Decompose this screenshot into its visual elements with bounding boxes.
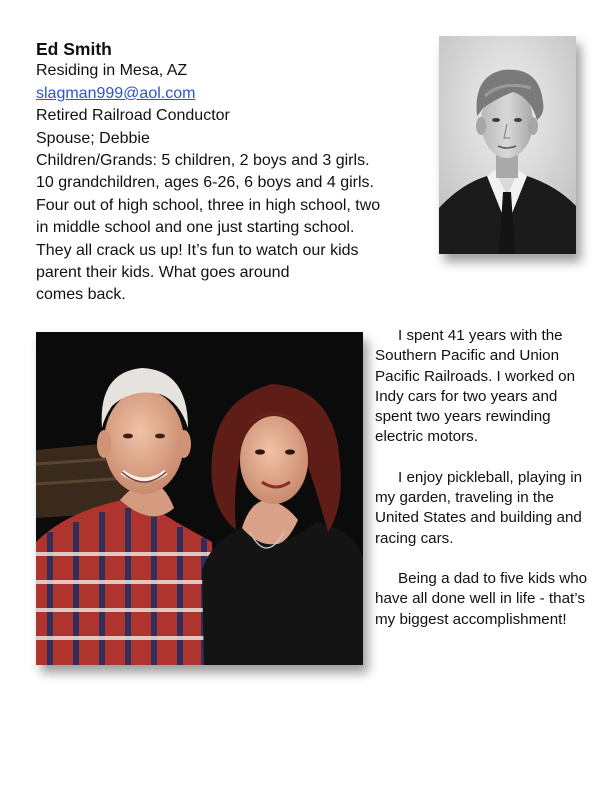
family-line: Four out of high school, three in high school, two [36, 196, 381, 214]
email-link[interactable]: slagman999@aol.com [36, 84, 196, 102]
profile-occupation: Retired Railroad Conductor [36, 107, 230, 125]
yearbook-photo [439, 36, 576, 254]
yearbook-portrait-graphic [439, 36, 576, 254]
biography-paragraph: I enjoy pickleball, playing in my garden, traveling in the United States and building and racing cars. [375, 468, 583, 547]
biography-paragraph: I spent 41 years with the Southern Pacific and Union Pacific Railroads. I worked on Indy cars for two years and spent two years rewinding electric motors. [375, 327, 576, 446]
biography-paragraph: Being a dad to five kids who have all done well in life - that’s my biggest accomplishment! [375, 569, 588, 628]
profile-header [36, 38, 431, 307]
couple-photo [36, 332, 363, 665]
family-line: parent their kids. What goes around [36, 264, 290, 282]
family-line: 10 grandchildren, ages 6-26, 6 boys and 4 girls. [36, 174, 374, 192]
family-line: in middle school and one just starting school. [36, 219, 355, 237]
couple-portrait-graphic [36, 332, 363, 665]
biography-text [375, 326, 590, 650]
family-line: Children/Grands: 5 children, 2 boys and 3 girls. [36, 152, 370, 170]
family-line: They all crack us up! It’s fun to watch our kids [36, 241, 359, 259]
profile-residence: Residing in Mesa, AZ [36, 62, 188, 80]
profile-spouse: Spouse; Debbie [36, 129, 150, 147]
family-line: comes back. [36, 286, 126, 304]
profile-name: Ed Smith [36, 39, 112, 59]
